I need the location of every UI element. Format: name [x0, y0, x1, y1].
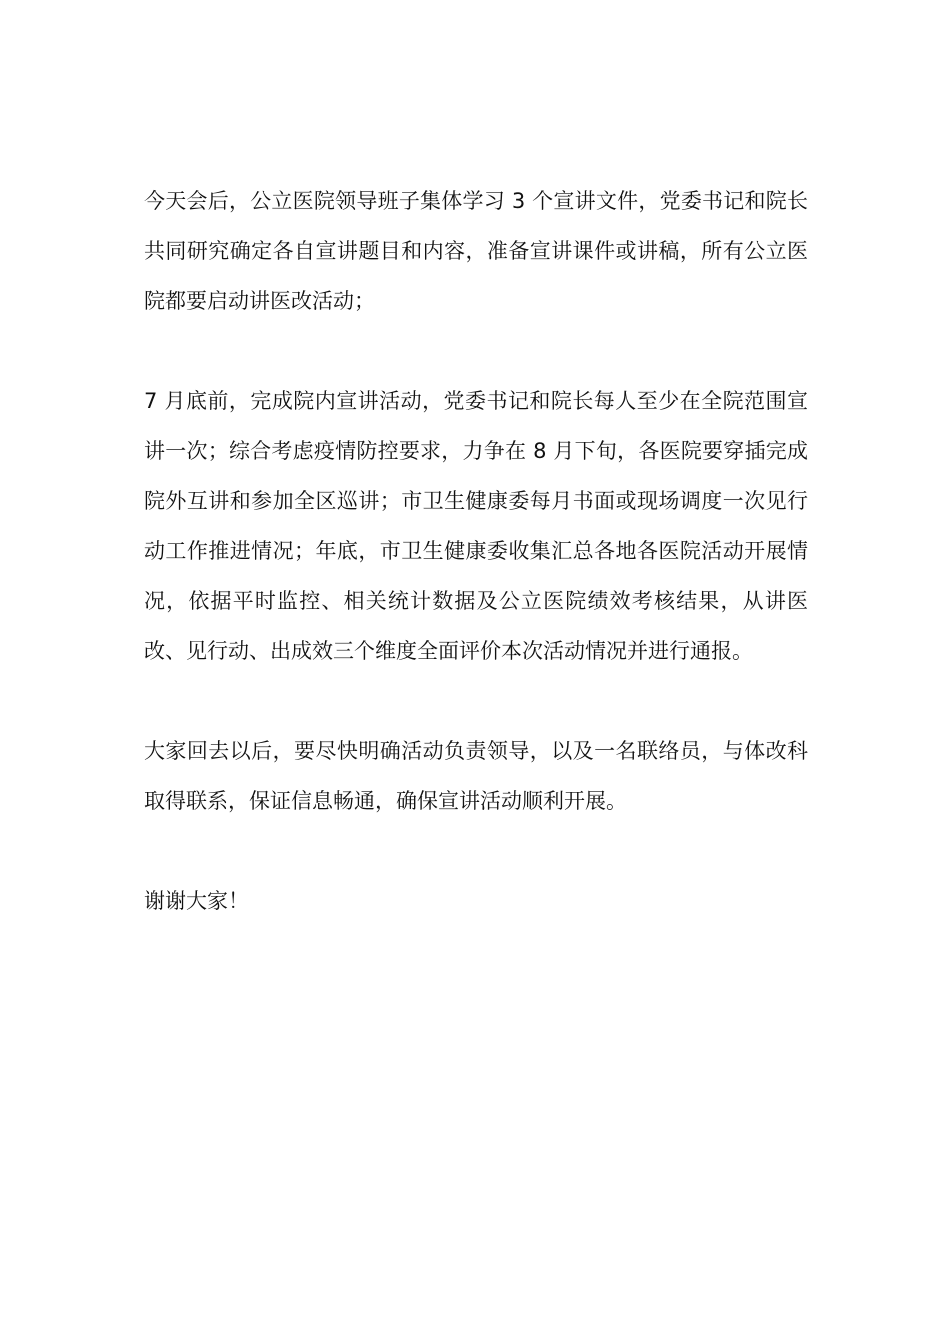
- paragraph-schedule: 7 月底前，完成院内宣讲活动，党委书记和院长每人至少在全院范围宣讲一次；综合考虑疫情防控要求，力争在 8 月下旬，各医院要穿插完成院外互讲和参加全区巡讲；市卫生健康委每月书面或现场调度一次见行动工作推进情况；年底，市卫生健康委收集汇总各地各医院活动开展情况，依据平时监控、相关统计数据及公立医院绩效考核结果，从讲医改、见行动、出成效三个维度全面评价本次活动情况并进行通报。: [144, 389, 808, 663]
- document-body: [144, 176, 808, 926]
- paragraph-study-plan: 今天会后，公立医院领导班子集体学习 3 个宣讲文件，党委书记和院长共同研究确定各自宣讲题目和内容，准备宣讲课件或讲稿，所有公立医院都要启动讲医改活动；: [144, 189, 808, 313]
- paragraph-spacer: [144, 326, 808, 376]
- paragraph-spacer: [144, 676, 808, 726]
- paragraph-spacer: [144, 826, 808, 876]
- paragraph-closing: 谢谢大家！: [144, 889, 249, 913]
- paragraph-contact: 大家回去以后，要尽快明确活动负责领导，以及一名联络员，与体改科取得联系，保证信息畅通，确保宣讲活动顺利开展。: [144, 739, 808, 813]
